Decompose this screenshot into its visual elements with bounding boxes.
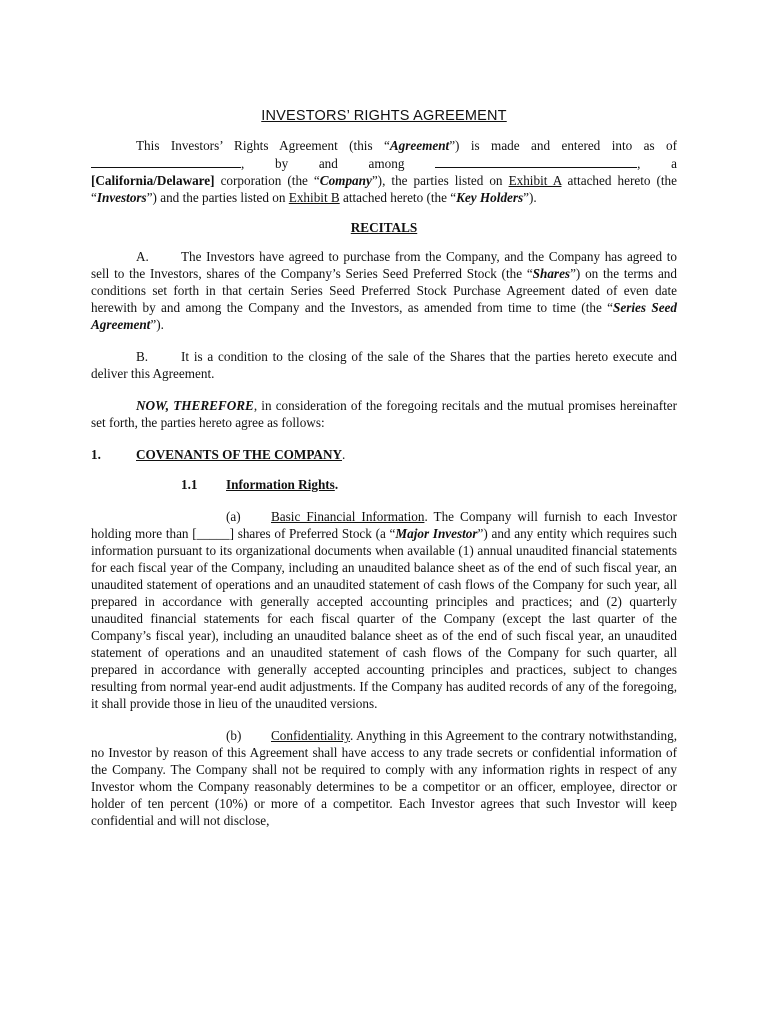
paragraph-a-heading: Basic Financial Information (271, 509, 425, 524)
intro-among: among (368, 156, 405, 171)
intro-text-3a: corporation (the “ (214, 173, 320, 188)
intro-text-3b: ”), the parties listed on (371, 173, 509, 188)
recital-b-label: B. (136, 349, 149, 364)
defined-term-shares: Shares (532, 266, 571, 281)
defined-term-company: Company (319, 173, 372, 188)
recital-a-text-1: The Investors have agreed to purchase from the Company, and the Company has agreed to sell to the Investors, shares of the Company’s Series Seed Preferred Stock (the “ (91, 249, 677, 281)
paragraph-a-label: (a) (226, 509, 241, 524)
intro-and: and (318, 156, 338, 171)
paragraph-b-text: . Anything in this Agreement to the contrary notwithstanding, no Investor by reason of this Agreement shall have access to any trade secrets or confidential information of the Company. The Company shall not be required to comply with any information rights in respect of any Investor whom the Company reasonably determines to be a competitor or an officer, employee, director or holder of ten percent (10%) or more of a competitor. Each Investor agrees that such Investor will keep confidential and will not disclose, (91, 728, 677, 828)
intro-a: a (671, 156, 677, 171)
state-placeholder: [California/Delaware] (91, 173, 215, 188)
now-therefore-paragraph (91, 397, 677, 431)
intro-text-1b: ”) is made and entered into as of (449, 138, 677, 153)
section-1-1-number: 1.1 (181, 477, 198, 492)
intro-text-1: This Investors’ Rights Agreement (this “ (136, 138, 390, 153)
recital-a-text-3: ”). (150, 317, 164, 332)
defined-term-agreement: Agreement (389, 138, 450, 153)
defined-term-investors: Investors (96, 190, 147, 205)
company-name-blank (435, 154, 637, 168)
now-therefore-text: , in consideration of the foregoing recitals and the mutual promises hereinafter set forth, the parties hereto agree as follows: (91, 398, 678, 430)
recital-a (91, 248, 677, 333)
intro-line-1 (91, 137, 677, 154)
defined-term-major-investor: Major Investor (395, 526, 478, 541)
intro-line-2 (91, 154, 677, 172)
paragraph-a-text-1: . The Company will furnish to each Investor holding more than [_____] shares of Preferred Stock (a “ (91, 509, 677, 541)
section-1-1-heading (91, 476, 677, 493)
defined-term-series-seed-agreement: Series Seed Agreement (91, 300, 678, 332)
paragraph-b-label: (b) (226, 728, 242, 743)
intro-paragraph (91, 137, 677, 206)
document-title: INVESTORS’ RIGHTS AGREEMENT (261, 108, 507, 124)
section-1-1-title: Information Rights (226, 477, 335, 492)
intro-comma-2: , (637, 156, 641, 171)
intro-text-3d: ”) and the parties listed on (146, 190, 289, 205)
intro-line-3 (91, 172, 677, 206)
intro-comma-1: , (241, 156, 245, 171)
intro-by: by (274, 156, 289, 171)
recital-b-text: It is a condition to the closing of the sale of the Shares that the parties hereto execute and deliver this Agreement. (91, 349, 677, 381)
paragraph-b-heading: Confidentiality (271, 728, 350, 743)
date-blank (91, 154, 241, 168)
recital-a-label: A. (136, 249, 149, 264)
intro-text-3c: attached hereto (the “ (91, 173, 677, 205)
exhibit-b-reference: Exhibit B (288, 190, 340, 205)
document-page (91, 106, 677, 829)
section-1-title: COVENANTS OF THE COMPANY (136, 447, 343, 462)
section-1-1-period: . (334, 477, 339, 492)
paragraph-a (91, 508, 677, 712)
paragraph-a-text-2: ”) and any entity which requires such information pursuant to its organizational documents when available (1) annual unaudited financial statements for each fiscal year of the Company, including an unaudited balance sheet as of the end of such fiscal year, an unaudited statement of operations and an unaudited statement of cash flows of the Company for such year, all prepared in accordance with generally accepted accounting principles and practices; and (2) quarterly unaudited financial statements for each fiscal quarter of the Company (except the last quarter of the Company’s fiscal year), including an unaudited balance sheet as of the end of such fiscal year, an unaudited statement of operations and an unaudited statement of cash flows of the Company for such quarter, all prepared in accordance with generally accepted accounting principles and practices, subject to changes resulting from normal year-end audit adjustments. If the Company has audited records of any of the foregoing, it shall provide those in lieu of the unaudited versions. (91, 526, 678, 711)
defined-term-key-holders: Key Holders (456, 190, 524, 205)
intro-text-3e: attached hereto (the “ (339, 190, 457, 205)
exhibit-a-reference: Exhibit A (508, 173, 562, 188)
recitals-heading: RECITALS (350, 220, 418, 235)
now-therefore-lead: NOW, THEREFORE (136, 398, 254, 413)
recital-a-text-2: ”) on the terms and conditions set forth in that certain Series Seed Preferred Stock Purchase Agreement dated of even date herewith by and among the Company and the Investors, as amended from time to time (the “ (91, 266, 677, 315)
section-1-period: . (342, 447, 346, 462)
section-1-number: 1. (91, 447, 101, 462)
intro-text-3f: ”). (523, 190, 537, 205)
recital-b (91, 348, 677, 382)
paragraph-b (91, 727, 677, 829)
section-1-heading (91, 446, 677, 463)
